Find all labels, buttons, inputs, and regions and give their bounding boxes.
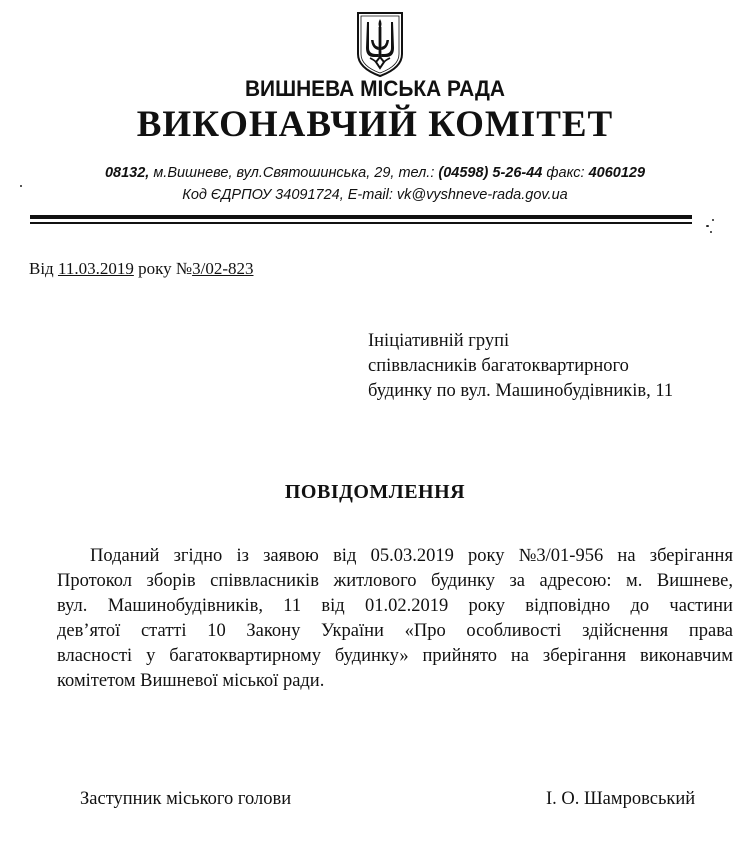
body-word: до bbox=[630, 596, 650, 616]
contact-block bbox=[0, 162, 750, 206]
body-word: 11 bbox=[283, 596, 302, 616]
body-word: від bbox=[321, 596, 345, 616]
body-word: виконавчим bbox=[640, 646, 733, 666]
body-word: Протокол bbox=[57, 571, 132, 591]
reference-suffix: року № bbox=[133, 259, 193, 278]
body-word: вул. bbox=[57, 596, 88, 616]
body-word: у bbox=[146, 646, 156, 666]
addressee-line: співвласників багатоквартирного bbox=[368, 356, 629, 376]
body-word: від bbox=[333, 546, 357, 566]
body-word: на bbox=[617, 546, 636, 566]
body-word: особливості bbox=[466, 621, 562, 641]
address-line bbox=[0, 162, 750, 184]
addressee-line: будинку по вул. Машинобудівників, 11 bbox=[368, 381, 674, 401]
scan-speck bbox=[712, 219, 714, 221]
body-word: власності bbox=[57, 646, 133, 666]
document-title: ПОВІДОМЛЕННЯ bbox=[284, 481, 466, 503]
edrpou-email-line: Код ЄДРПОУ 34091724, E-mail: vk@vyshneve-rada.gov.ua bbox=[182, 187, 568, 203]
reference-date: 11.03.2019 bbox=[57, 259, 134, 278]
body-line bbox=[57, 569, 733, 594]
phone-number: (04598) 5-26-44 bbox=[438, 165, 543, 181]
reference-prefix: Від bbox=[29, 259, 58, 278]
notice-body bbox=[57, 544, 733, 694]
body-word: м. bbox=[626, 571, 643, 591]
body-word: із bbox=[236, 546, 249, 566]
body-word: 10 bbox=[207, 621, 226, 641]
body-word: 05.03.2019 bbox=[370, 546, 454, 566]
postal-code: 08132, bbox=[104, 165, 150, 181]
outgoing-reference bbox=[29, 259, 253, 279]
body-word: зборів bbox=[146, 571, 196, 591]
scan-speck bbox=[20, 185, 22, 187]
body-word: заявою bbox=[263, 546, 319, 566]
body-word: України bbox=[321, 621, 384, 641]
body-line bbox=[57, 619, 733, 644]
body-word: згідно bbox=[173, 546, 223, 566]
body-word: права bbox=[688, 621, 733, 641]
body-word: статті bbox=[140, 621, 187, 641]
header-divider-thick bbox=[30, 215, 692, 219]
body-word: прийнято bbox=[422, 646, 497, 666]
reference-number: 3/02-823 bbox=[192, 259, 254, 278]
address-text: м.Вишневе, вул.Святошинська, 29, тел.: bbox=[149, 165, 439, 181]
addressee-block bbox=[368, 329, 673, 404]
fax-label: факс: bbox=[542, 165, 589, 181]
executive-committee-title: ВИКОНАВЧИЙ КОМІТЕТ bbox=[136, 104, 614, 145]
body-word: житлового bbox=[333, 571, 417, 591]
body-word: №3/01-956 bbox=[518, 546, 604, 566]
body-word: року bbox=[468, 546, 505, 566]
header-divider-thin bbox=[30, 222, 692, 224]
scan-speck bbox=[710, 231, 712, 233]
city-council-name: ВИШНЕВА МІСЬКА РАДА bbox=[244, 76, 506, 101]
body-word: Закону bbox=[246, 621, 301, 641]
body-word: Машинобудівників, bbox=[107, 596, 264, 616]
body-word: «Про bbox=[404, 621, 446, 641]
body-word: зберігання bbox=[649, 546, 733, 566]
body-word: 01.02.2019 bbox=[364, 596, 449, 616]
body-word: на bbox=[510, 646, 529, 666]
body-line bbox=[57, 544, 733, 569]
signatory-name: І. О. Шамровський bbox=[546, 789, 696, 809]
body-word: адресою: bbox=[539, 571, 612, 591]
body-line: комітетом Вишневої міської ради. bbox=[57, 671, 325, 691]
body-word: багатоквартирному bbox=[169, 646, 321, 666]
body-word: Вишневе, bbox=[656, 571, 733, 591]
signatory-position: Заступник міського голови bbox=[80, 789, 292, 809]
body-word: співвласників bbox=[210, 571, 319, 591]
body-word: здійснення bbox=[582, 621, 669, 641]
body-word: відповідно bbox=[525, 596, 611, 616]
body-word: частини bbox=[669, 596, 733, 616]
body-word: за bbox=[509, 571, 526, 591]
body-line bbox=[57, 644, 733, 669]
scan-speck bbox=[706, 225, 709, 227]
fax-number: 4060129 bbox=[588, 165, 646, 181]
body-word: будинку bbox=[431, 571, 495, 591]
addressee-line: Ініціативній групі bbox=[368, 331, 510, 351]
body-line bbox=[57, 594, 733, 619]
body-word: Поданий bbox=[90, 546, 160, 566]
body-word: зберігання bbox=[542, 646, 627, 666]
body-word: будинку» bbox=[334, 646, 409, 666]
tryzub-coat-of-arms-icon bbox=[354, 10, 406, 78]
body-word: року bbox=[468, 596, 505, 616]
body-word: дев’ятої bbox=[57, 621, 121, 641]
